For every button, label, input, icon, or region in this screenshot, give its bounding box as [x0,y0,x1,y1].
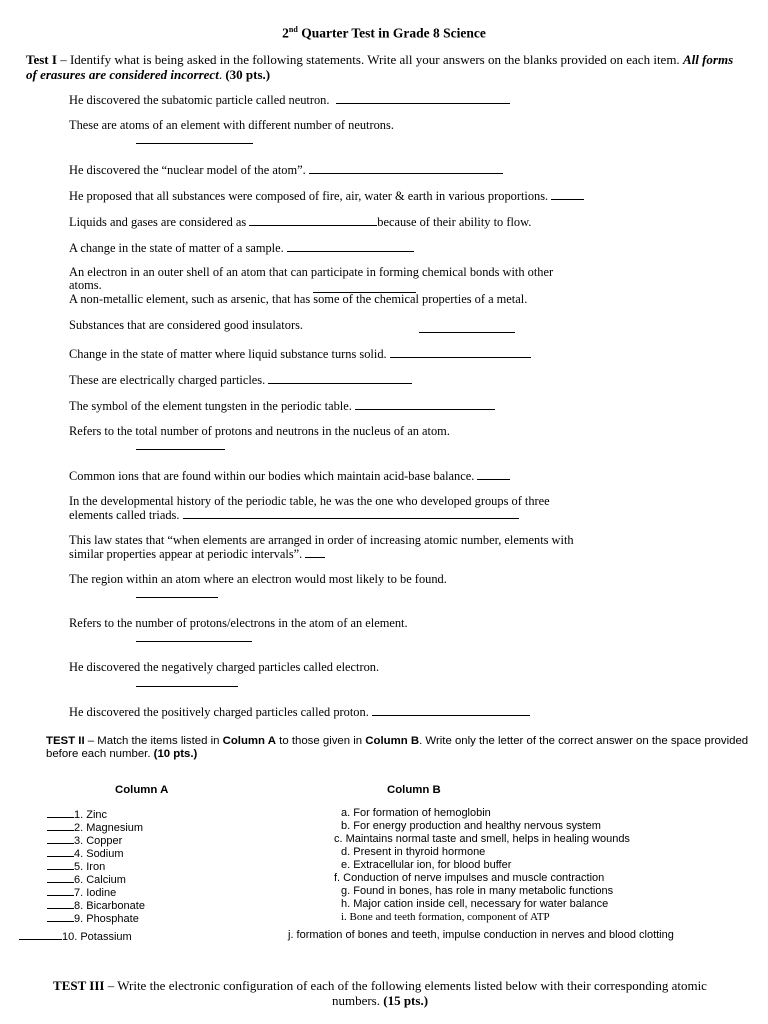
test2-instruction-text: to those given in [276,735,366,747]
test1-points: (30 pts.) [222,67,271,82]
answer-blank[interactable] [287,241,414,252]
column-a-ref: Column A [222,735,276,747]
column-a-text: 10. Potassium [62,931,132,943]
answer-blank[interactable] [305,547,325,558]
column-a-text: 6. Calcium [74,874,126,886]
title-ordinal: 2 [282,25,289,41]
column-b-item: j. formation of bones and teeth, impulse conduction in nerves and blood clotting [288,929,674,941]
question-text-part-b: because of their ability to flow. [377,215,532,229]
answer-blank[interactable] [136,685,238,687]
match-blank[interactable] [47,898,74,909]
page-title [0,25,768,42]
answer-blank[interactable] [372,705,530,716]
answer-blank[interactable] [136,596,218,598]
column-b-item: b. For energy production and healthy nervous system [341,820,601,832]
question-text-line2: elements called triads. [69,508,180,522]
answer-blank[interactable] [309,163,503,174]
column-a-text: 2. Magnesium [74,822,144,834]
answer-blank[interactable] [336,93,510,104]
answer-blank[interactable] [136,142,253,144]
column-b-item: f. Conduction of nerve impulses and muscle contraction [334,872,605,884]
column-a-text: 5. Iron [74,861,106,873]
title-rest: Quarter Test in Grade 8 Science [297,25,486,41]
answer-blank[interactable] [268,373,412,384]
match-blank[interactable] [47,859,74,870]
question-text-line2: similar properties appear at periodic intervals”. [69,547,303,561]
match-blank[interactable] [19,929,62,940]
test2-label: TEST II [46,735,85,747]
question-text: Substances that are considered good insulators. [69,318,303,332]
question-text: These are electrically charged particles. [69,373,266,387]
match-blank[interactable] [47,833,74,844]
answer-blank[interactable] [477,469,510,480]
column-b-ref: Column B [365,735,420,747]
question-text: These are atoms of an element with different number of neutrons. [69,118,394,132]
question-text: The region within an atom where an electron would most likely to be found. [69,572,447,586]
question-text: He discovered the negatively charged particles called electron. [69,660,380,674]
test3-instruction-text: – Write the electronic configuration of each of the following elements listed below with their corresponding atomic numbers. [104,978,707,1008]
column-a-text: 7. Iodine [74,887,117,899]
match-blank[interactable] [47,872,74,883]
question-text: He discovered the “nuclear model of the atom”. [69,163,306,177]
answer-blank[interactable] [390,347,531,358]
column-b-item: a. For formation of hemoglobin [341,807,491,819]
match-blank[interactable] [47,807,74,818]
question-text: He proposed that all substances were composed of fire, air, water & earth in various proportions. [69,189,549,203]
match-blank[interactable] [47,820,74,831]
title-ordinal-suffix: nd [288,25,298,34]
column-a-item [19,929,132,944]
test3-label: TEST III [53,978,105,993]
column-a-text: 3. Copper [74,835,123,847]
question-text: An electron in an outer shell of an atom that can participate in forming chemical bonds with other [69,265,554,279]
question-text-line2: atoms. [69,278,102,292]
question-text: Common ions that are found within our bodies which maintain acid-base balance. [69,469,475,483]
column-b-header: Column B [387,784,441,796]
test3-points: (15 pts.) [383,993,429,1008]
column-b-item: e. Extracellular ion, for blood buffer [341,859,512,871]
column-a-text: 9. Phosphate [74,913,139,925]
answer-blank[interactable] [551,189,584,200]
column-b-item: h. Major cation inside cell, necessary for water balance [341,898,609,910]
test1-instructions: Test I – Identify what is being asked in the following statements. Write all your answers on the blanks provided on each item. All forms of erasures are considered incorrect. (30 pts.) [26,52,734,82]
test2-instruction-text: . Write only the letter of the correct answer on the space provided before each number. [46,735,749,760]
test1-label: Test I [26,52,57,67]
question-text: In the developmental history of the periodic table, he was the one who developed groups of three [69,494,550,508]
question-text: A non-metallic element, such as arsenic, that has some of the chemical properties of a metal. [69,292,528,306]
test2-instruction-text: – Match the items listed in [84,735,223,747]
question-text: He discovered the subatomic particle called neutron. [69,93,330,107]
answer-blank[interactable] [355,399,495,410]
question-text-part-a: Liquids and gases are considered as [69,215,250,229]
column-a-text: 8. Bicarbonate [74,900,145,912]
question-text: Refers to the total number of protons and neutrons in the nucleus of an atom. [69,424,450,438]
match-blank[interactable] [47,885,74,896]
test2-instructions [46,735,751,761]
column-b-item: c. Maintains normal taste and smell, helps in healing wounds [334,833,630,845]
column-a-header: Column A [115,784,169,796]
answer-blank[interactable] [183,508,519,519]
answer-blank[interactable] [419,331,515,333]
column-b-item: d. Present in thyroid hormone [341,846,486,858]
column-b-item: i. Bone and teeth formation, component of ATP [341,911,550,923]
match-blank[interactable] [47,911,74,922]
test2-points: (10 pts.) [153,748,198,760]
question-text: Refers to the number of protons/electrons in the atom of an element. [69,616,408,630]
column-a-text: 1. Zinc [74,809,108,821]
column-a-item [47,911,139,926]
question-text: He discovered the positively charged particles called proton. [69,705,369,719]
question-text: A change in the state of matter of a sample. [69,241,284,255]
column-a-text: 4. Sodium [74,848,124,860]
question-text: The symbol of the element tungsten in the periodic table. [69,399,352,413]
question-text: Change in the state of matter where liquid substance turns solid. [69,347,387,361]
column-b-item: g. Found in bones, has role in many metabolic functions [341,885,614,897]
question-text: This law states that “when elements are arranged in order of increasing atomic number, elements with [69,533,574,547]
answer-blank[interactable] [249,215,377,226]
match-blank[interactable] [47,846,74,857]
test1-instruction-text: – Identify what is being asked in the following statements. Write all your answers on the blanks provided on each item. [56,52,683,67]
test3-instructions [40,978,720,1008]
test1-warning: All forms of erasures are considered incorrect [26,52,734,82]
answer-blank[interactable] [136,640,252,642]
answer-blank[interactable] [136,448,225,450]
